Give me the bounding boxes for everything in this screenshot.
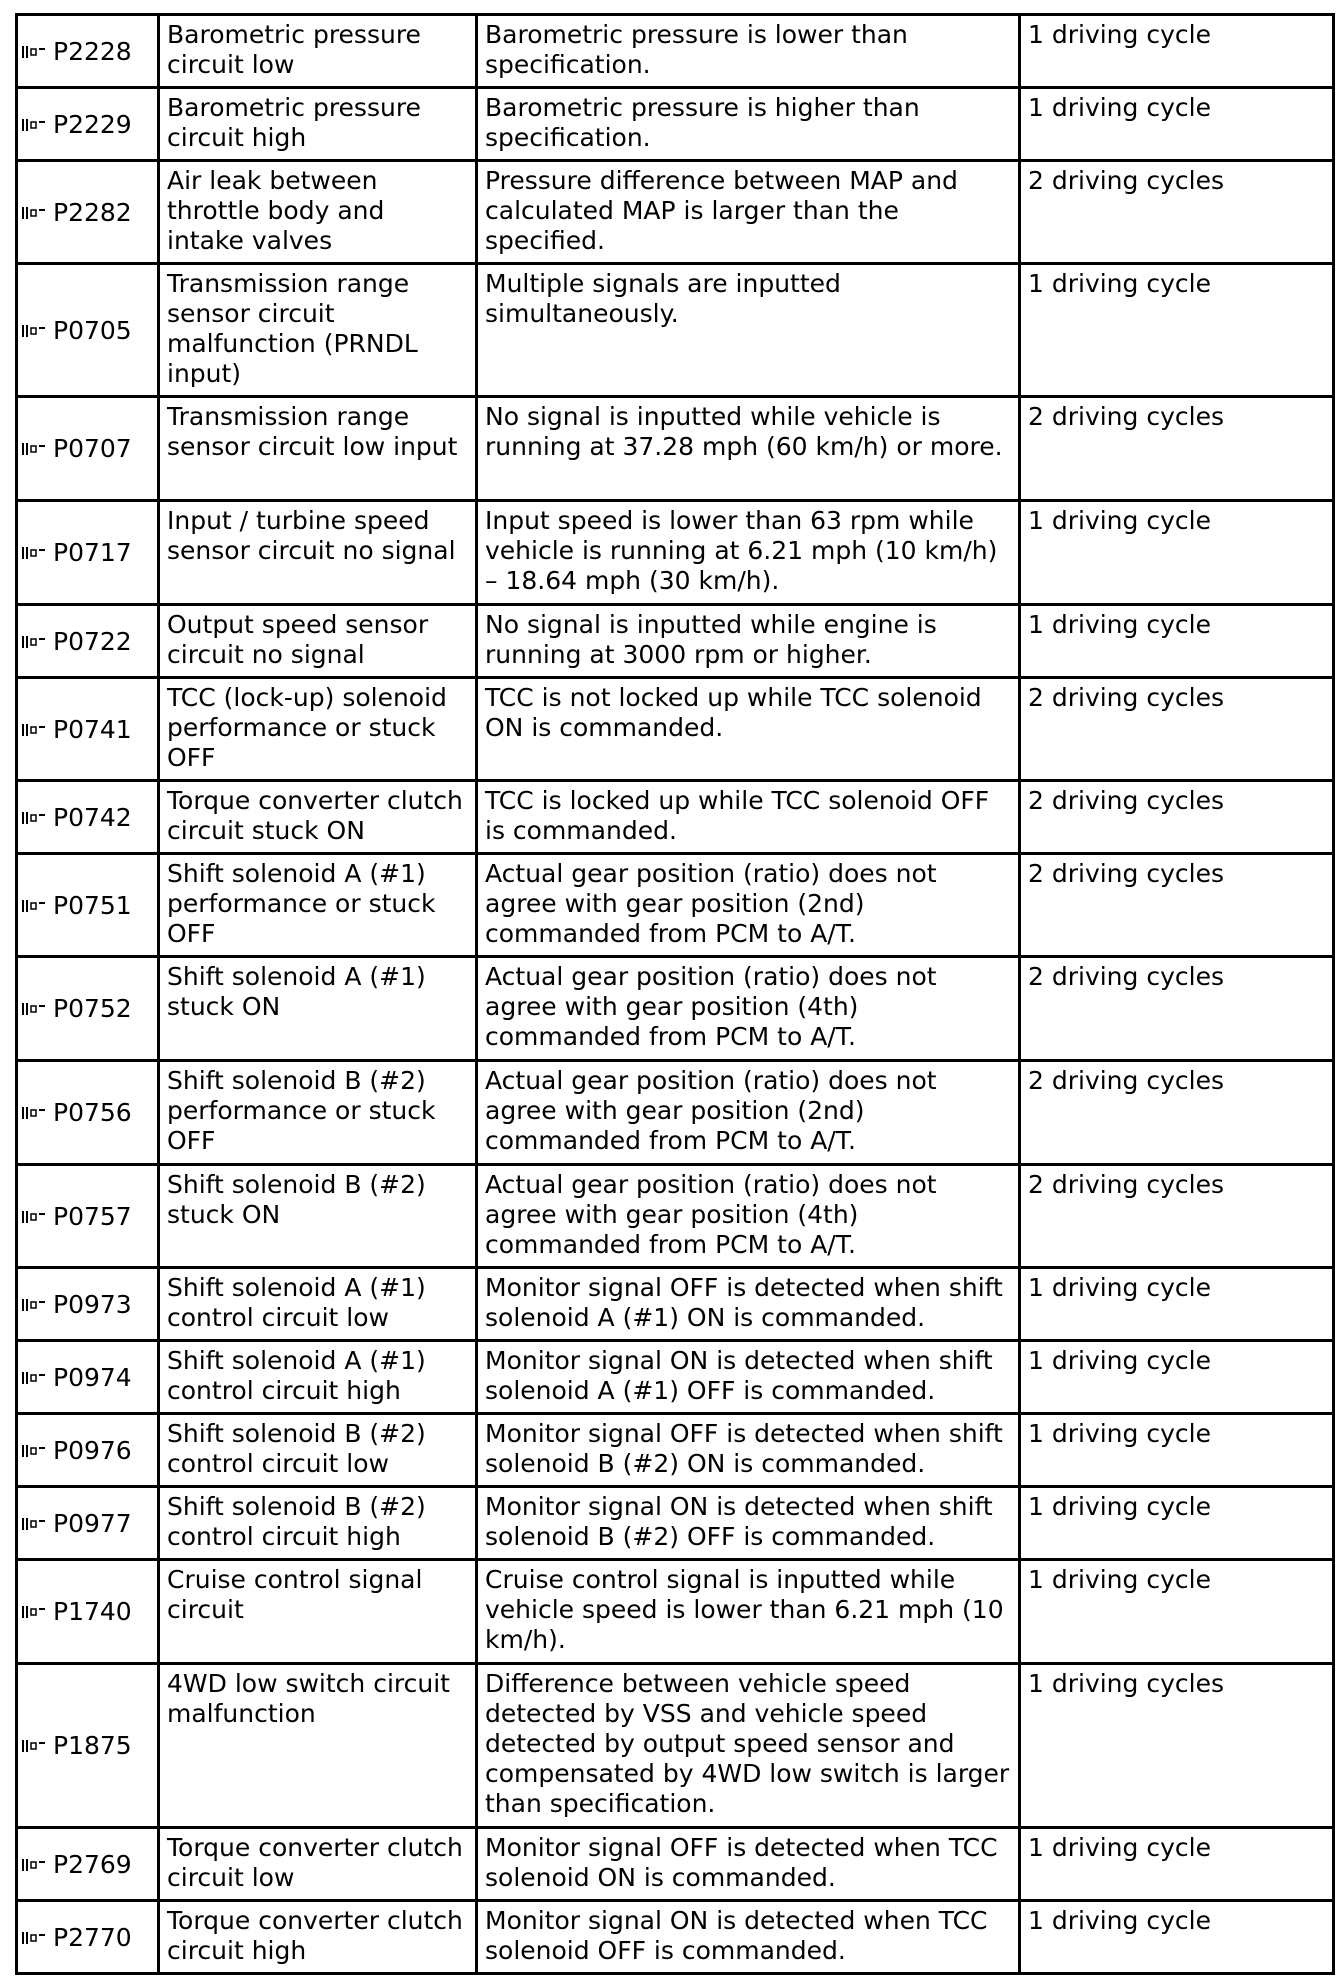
dtc-code: P2769 bbox=[53, 1849, 132, 1879]
dtc-driving-cycles: 1 driving cycle bbox=[1020, 1414, 1334, 1487]
dtc-code: P1875 bbox=[53, 1731, 132, 1760]
dtc-detection: Cruise control signal is inputted while vehicle speed is lower than 6.21 mph (10 km/h). bbox=[477, 1560, 1020, 1664]
dtc-code-cell bbox=[17, 854, 159, 957]
dtc-image-icon bbox=[21, 204, 47, 222]
dtc-condition: Shift solenoid A (#1) control circuit low bbox=[159, 1268, 477, 1341]
table-row bbox=[17, 1061, 1334, 1165]
dtc-table bbox=[15, 13, 1335, 1975]
dtc-detection: Multiple signals are inputted simultaneously. bbox=[477, 264, 1020, 397]
dtc-code-cell bbox=[17, 957, 159, 1061]
table-row bbox=[17, 264, 1334, 397]
dtc-driving-cycles: 1 driving cycle bbox=[1020, 88, 1334, 161]
dtc-condition: Shift solenoid B (#2) control circuit high bbox=[159, 1487, 477, 1560]
dtc-code: P0717 bbox=[53, 538, 132, 567]
dtc-detection: Actual gear position (ratio) does not agree with gear position (2nd) commanded from PCM to A/T. bbox=[477, 854, 1020, 957]
dtc-detection: Monitor signal OFF is detected when shift solenoid B (#2) ON is commanded. bbox=[477, 1414, 1020, 1487]
dtc-image-icon bbox=[21, 897, 47, 915]
dtc-detection: Barometric pressure is higher than specification. bbox=[477, 88, 1020, 161]
dtc-code: P0977 bbox=[53, 1508, 132, 1538]
dtc-image-icon bbox=[21, 1442, 47, 1460]
dtc-detection: TCC is not locked up while TCC solenoid ON is commanded. bbox=[477, 678, 1020, 781]
table-row bbox=[17, 397, 1334, 501]
dtc-detection: Actual gear position (ratio) does not agree with gear position (2nd) commanded from PCM to A/T. bbox=[477, 1061, 1020, 1165]
dtc-code-cell bbox=[17, 264, 159, 397]
dtc-code-cell bbox=[17, 1664, 159, 1828]
dtc-image-icon bbox=[21, 43, 47, 61]
dtc-image-icon bbox=[21, 1296, 47, 1314]
dtc-detection: Barometric pressure is lower than specification. bbox=[477, 15, 1020, 88]
dtc-image-icon bbox=[21, 1929, 47, 1947]
dtc-driving-cycles: 1 driving cycle bbox=[1020, 1560, 1334, 1664]
dtc-detection: Monitor signal OFF is detected when shift solenoid A (#1) ON is commanded. bbox=[477, 1268, 1020, 1341]
dtc-code: P0751 bbox=[53, 890, 132, 920]
dtc-code: P0752 bbox=[53, 994, 132, 1023]
dtc-condition: Torque converter clutch circuit stuck ON bbox=[159, 781, 477, 854]
dtc-detection: No signal is inputted while engine is running at 3000 rpm or higher. bbox=[477, 605, 1020, 678]
dtc-condition: Torque converter clutch circuit high bbox=[159, 1901, 477, 1974]
dtc-condition: Transmission range sensor circuit low input bbox=[159, 397, 477, 501]
dtc-image-icon bbox=[21, 1208, 47, 1226]
dtc-code-cell bbox=[17, 1061, 159, 1165]
dtc-driving-cycles: 2 driving cycles bbox=[1020, 397, 1334, 501]
dtc-image-icon bbox=[21, 116, 47, 134]
dtc-condition: Barometric pressure circuit low bbox=[159, 15, 477, 88]
dtc-condition: Output speed sensor circuit no signal bbox=[159, 605, 477, 678]
dtc-condition: Barometric pressure circuit high bbox=[159, 88, 477, 161]
table-row bbox=[17, 1664, 1334, 1828]
dtc-condition: Cruise control signal circuit bbox=[159, 1560, 477, 1664]
dtc-code-cell bbox=[17, 605, 159, 678]
dtc-code: P0976 bbox=[53, 1435, 132, 1465]
dtc-detection: Input speed is lower than 63 rpm while vehicle is running at 6.21 mph (10 km/h) – 18.64 mph (30 km/h). bbox=[477, 501, 1020, 605]
dtc-detection: Monitor signal ON is detected when shift solenoid B (#2) OFF is commanded. bbox=[477, 1487, 1020, 1560]
dtc-code: P0757 bbox=[53, 1201, 132, 1231]
dtc-driving-cycles: 1 driving cycle bbox=[1020, 15, 1334, 88]
dtc-image-icon bbox=[21, 544, 47, 562]
dtc-driving-cycles: 1 driving cycle bbox=[1020, 1268, 1334, 1341]
dtc-driving-cycles: 1 driving cycle bbox=[1020, 605, 1334, 678]
dtc-image-icon bbox=[21, 440, 47, 458]
table-row bbox=[17, 1414, 1334, 1487]
table-row bbox=[17, 88, 1334, 161]
dtc-code-cell bbox=[17, 1268, 159, 1341]
dtc-code-cell bbox=[17, 1487, 159, 1560]
dtc-code: P0742 bbox=[53, 802, 132, 832]
dtc-condition: Shift solenoid A (#1) stuck ON bbox=[159, 957, 477, 1061]
table-row bbox=[17, 1487, 1334, 1560]
dtc-code: P0705 bbox=[53, 315, 132, 345]
dtc-driving-cycles: 2 driving cycles bbox=[1020, 1165, 1334, 1268]
dtc-detection: Monitor signal ON is detected when TCC solenoid OFF is commanded. bbox=[477, 1901, 1020, 1974]
dtc-code: P0707 bbox=[53, 434, 132, 463]
dtc-detection: Monitor signal ON is detected when shift solenoid A (#1) OFF is commanded. bbox=[477, 1341, 1020, 1414]
table-row bbox=[17, 605, 1334, 678]
dtc-condition: Shift solenoid A (#1) performance or stuck OFF bbox=[159, 854, 477, 957]
table-row bbox=[17, 854, 1334, 957]
dtc-image-icon bbox=[21, 1515, 47, 1533]
dtc-image-icon bbox=[21, 322, 47, 340]
dtc-code: P2282 bbox=[53, 197, 132, 227]
dtc-code: P0756 bbox=[53, 1098, 132, 1127]
dtc-driving-cycles: 2 driving cycles bbox=[1020, 854, 1334, 957]
dtc-condition: Transmission range sensor circuit malfunction (PRNDL input) bbox=[159, 264, 477, 397]
dtc-code-cell bbox=[17, 1560, 159, 1664]
dtc-condition: Shift solenoid B (#2) performance or stuck OFF bbox=[159, 1061, 477, 1165]
dtc-code: P0722 bbox=[53, 626, 132, 656]
dtc-driving-cycles: 2 driving cycles bbox=[1020, 161, 1334, 264]
dtc-condition: Input / turbine speed sensor circuit no signal bbox=[159, 501, 477, 605]
dtc-driving-cycles: 1 driving cycle bbox=[1020, 501, 1334, 605]
table-row bbox=[17, 1560, 1334, 1664]
dtc-table-body bbox=[17, 15, 1334, 1974]
dtc-code-cell bbox=[17, 1165, 159, 1268]
table-row bbox=[17, 1165, 1334, 1268]
table-row bbox=[17, 781, 1334, 854]
table-row bbox=[17, 1828, 1334, 1901]
dtc-code: P2770 bbox=[53, 1922, 132, 1952]
dtc-code: P0741 bbox=[53, 714, 132, 744]
dtc-driving-cycles: 1 driving cycle bbox=[1020, 1901, 1334, 1974]
dtc-image-icon bbox=[21, 1000, 47, 1018]
dtc-condition: 4WD low switch circuit malfunction bbox=[159, 1664, 477, 1828]
table-row bbox=[17, 15, 1334, 88]
dtc-code: P0973 bbox=[53, 1289, 132, 1319]
dtc-driving-cycles: 2 driving cycles bbox=[1020, 678, 1334, 781]
dtc-condition: Shift solenoid A (#1) control circuit high bbox=[159, 1341, 477, 1414]
dtc-code-cell bbox=[17, 678, 159, 781]
dtc-condition: Torque converter clutch circuit low bbox=[159, 1828, 477, 1901]
dtc-condition: Air leak between throttle body and intake valves bbox=[159, 161, 477, 264]
dtc-image-icon bbox=[21, 1369, 47, 1387]
table-row bbox=[17, 1901, 1334, 1974]
dtc-driving-cycles: 1 driving cycle bbox=[1020, 1828, 1334, 1901]
dtc-code-cell bbox=[17, 397, 159, 501]
dtc-code-cell bbox=[17, 1341, 159, 1414]
dtc-code-cell bbox=[17, 15, 159, 88]
table-row bbox=[17, 678, 1334, 781]
dtc-driving-cycles: 1 driving cycle bbox=[1020, 264, 1334, 397]
dtc-condition: Shift solenoid B (#2) control circuit low bbox=[159, 1414, 477, 1487]
dtc-condition: TCC (lock-up) solenoid performance or stuck OFF bbox=[159, 678, 477, 781]
dtc-code-cell bbox=[17, 161, 159, 264]
dtc-code-cell bbox=[17, 781, 159, 854]
dtc-image-icon bbox=[21, 1856, 47, 1874]
dtc-image-icon bbox=[21, 633, 47, 651]
dtc-detection: Pressure difference between MAP and calculated MAP is larger than the specified. bbox=[477, 161, 1020, 264]
dtc-driving-cycles: 1 driving cycle bbox=[1020, 1487, 1334, 1560]
dtc-detection: No signal is inputted while vehicle is running at 37.28 mph (60 km/h) or more. bbox=[477, 397, 1020, 501]
dtc-detection: Monitor signal OFF is detected when TCC solenoid ON is commanded. bbox=[477, 1828, 1020, 1901]
table-row bbox=[17, 1341, 1334, 1414]
table-row bbox=[17, 1268, 1334, 1341]
dtc-image-icon bbox=[21, 1737, 47, 1755]
dtc-driving-cycles: 2 driving cycles bbox=[1020, 781, 1334, 854]
dtc-image-icon bbox=[21, 1104, 47, 1122]
dtc-condition: Shift solenoid B (#2) stuck ON bbox=[159, 1165, 477, 1268]
dtc-driving-cycles: 2 driving cycles bbox=[1020, 957, 1334, 1061]
table-row bbox=[17, 501, 1334, 605]
dtc-code-cell bbox=[17, 501, 159, 605]
dtc-code: P2228 bbox=[53, 36, 132, 66]
dtc-code-cell bbox=[17, 88, 159, 161]
dtc-driving-cycles: 1 driving cycle bbox=[1020, 1341, 1334, 1414]
dtc-code: P0974 bbox=[53, 1362, 132, 1392]
dtc-code: P1740 bbox=[53, 1597, 132, 1626]
dtc-detection: TCC is locked up while TCC solenoid OFF is commanded. bbox=[477, 781, 1020, 854]
dtc-detection: Actual gear position (ratio) does not agree with gear position (4th) commanded from PCM to A/T. bbox=[477, 957, 1020, 1061]
dtc-code-cell bbox=[17, 1901, 159, 1974]
dtc-driving-cycles: 1 driving cycles bbox=[1020, 1664, 1334, 1828]
dtc-image-icon bbox=[21, 721, 47, 739]
dtc-detection: Difference between vehicle speed detected by VSS and vehicle speed detected by output speed sensor and compensated by 4WD low switch is larger than specification. bbox=[477, 1664, 1020, 1828]
dtc-detection: Actual gear position (ratio) does not agree with gear position (4th) commanded from PCM to A/T. bbox=[477, 1165, 1020, 1268]
table-row bbox=[17, 161, 1334, 264]
dtc-image-icon bbox=[21, 809, 47, 827]
dtc-code-cell bbox=[17, 1828, 159, 1901]
dtc-code: P2229 bbox=[53, 109, 132, 139]
dtc-driving-cycles: 2 driving cycles bbox=[1020, 1061, 1334, 1165]
dtc-image-icon bbox=[21, 1603, 47, 1621]
table-row bbox=[17, 957, 1334, 1061]
dtc-code-cell bbox=[17, 1414, 159, 1487]
